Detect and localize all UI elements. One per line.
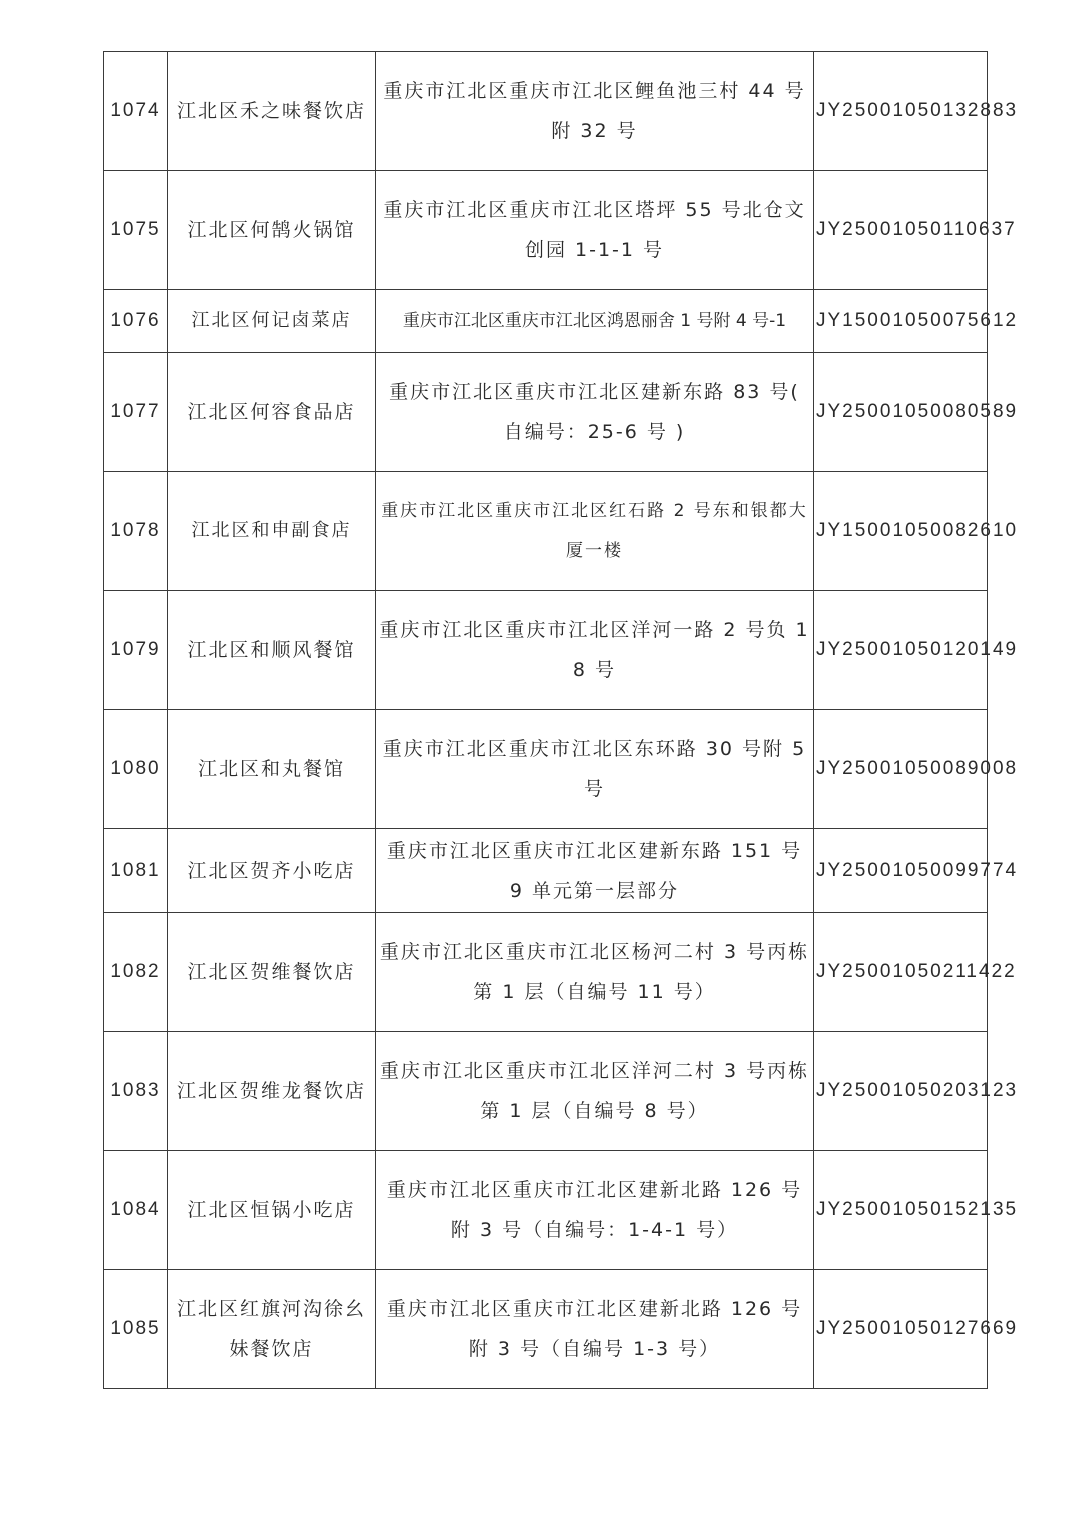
license-number: JY15001050075612 [814,290,988,353]
license-number: JY25001050203123 [814,1032,988,1151]
row-number: 1083 [104,1032,168,1151]
table-row [104,52,988,171]
business-address: 重庆市江北区重庆市江北区鲤鱼池三村 44 号附 32 号 [376,52,814,171]
license-number: JY15001050082610 [814,472,988,591]
table-row [104,710,988,829]
row-number: 1079 [104,591,168,710]
table-row [104,913,988,1032]
table-row [104,1270,988,1389]
business-name: 江北区和丸餐馆 [168,710,376,829]
row-number: 1075 [104,171,168,290]
table-row [104,171,988,290]
table-row [104,829,988,913]
business-name: 江北区和顺风餐馆 [168,591,376,710]
business-address: 重庆市江北区重庆市江北区洋河一路 2 号负 18 号 [376,591,814,710]
business-address: 重庆市江北区重庆市江北区鸿恩丽舍 1 号附 4 号-1 [376,290,814,353]
business-name: 江北区何容食品店 [168,353,376,472]
business-name: 江北区贺齐小吃店 [168,829,376,913]
business-name: 江北区和申副食店 [168,472,376,591]
row-number: 1076 [104,290,168,353]
row-number: 1084 [104,1151,168,1270]
business-address: 重庆市江北区重庆市江北区建新北路 126 号附 3 号（自编号：1-4-1 号） [376,1151,814,1270]
license-number: JY25001050099774 [814,829,988,913]
business-address: 重庆市江北区重庆市江北区东环路 30 号附 5 号 [376,710,814,829]
license-number: JY25001050152135 [814,1151,988,1270]
table-row [104,591,988,710]
business-name: 江北区贺维龙餐饮店 [168,1032,376,1151]
business-address: 重庆市江北区重庆市江北区杨河二村 3 号丙栋第 1 层（自编号 11 号） [376,913,814,1032]
business-address: 重庆市江北区重庆市江北区建新北路 126 号附 3 号（自编号 1-3 号） [376,1270,814,1389]
table-row [104,290,988,353]
license-number: JY25001050211422 [814,913,988,1032]
license-number: JY25001050089008 [814,710,988,829]
business-name: 江北区禾之味餐饮店 [168,52,376,171]
row-number: 1077 [104,353,168,472]
license-number: JY25001050127669 [814,1270,988,1389]
table-row [104,1151,988,1270]
row-number: 1081 [104,829,168,913]
license-number: JY25001050132883 [814,52,988,171]
row-number: 1080 [104,710,168,829]
row-number: 1085 [104,1270,168,1389]
row-number: 1082 [104,913,168,1032]
business-address: 重庆市江北区重庆市江北区建新东路 83 号( 自编号：25-6 号 ) [376,353,814,472]
row-number: 1074 [104,52,168,171]
table-row [104,472,988,591]
license-number: JY25001050110637 [814,171,988,290]
license-number: JY25001050080589 [814,353,988,472]
business-address: 重庆市江北区重庆市江北区洋河二村 3 号丙栋第 1 层（自编号 8 号） [376,1032,814,1151]
business-name: 江北区红旗河沟徐幺妹餐饮店 [168,1270,376,1389]
business-address: 重庆市江北区重庆市江北区建新东路 151 号 9 单元第一层部分 [376,829,814,913]
row-number: 1078 [104,472,168,591]
business-name: 江北区何记卤菜店 [168,290,376,353]
business-name: 江北区何鹄火锅馆 [168,171,376,290]
table-row [104,353,988,472]
business-address: 重庆市江北区重庆市江北区红石路 2 号东和银都大厦一楼 [376,472,814,591]
license-number: JY25001050120149 [814,591,988,710]
registry-table [103,51,1019,1389]
business-name: 江北区恒锅小吃店 [168,1151,376,1270]
table-row [104,1032,988,1151]
business-address: 重庆市江北区重庆市江北区塔坪 55 号北仓文创园 1-1-1 号 [376,171,814,290]
business-name: 江北区贺维餐饮店 [168,913,376,1032]
